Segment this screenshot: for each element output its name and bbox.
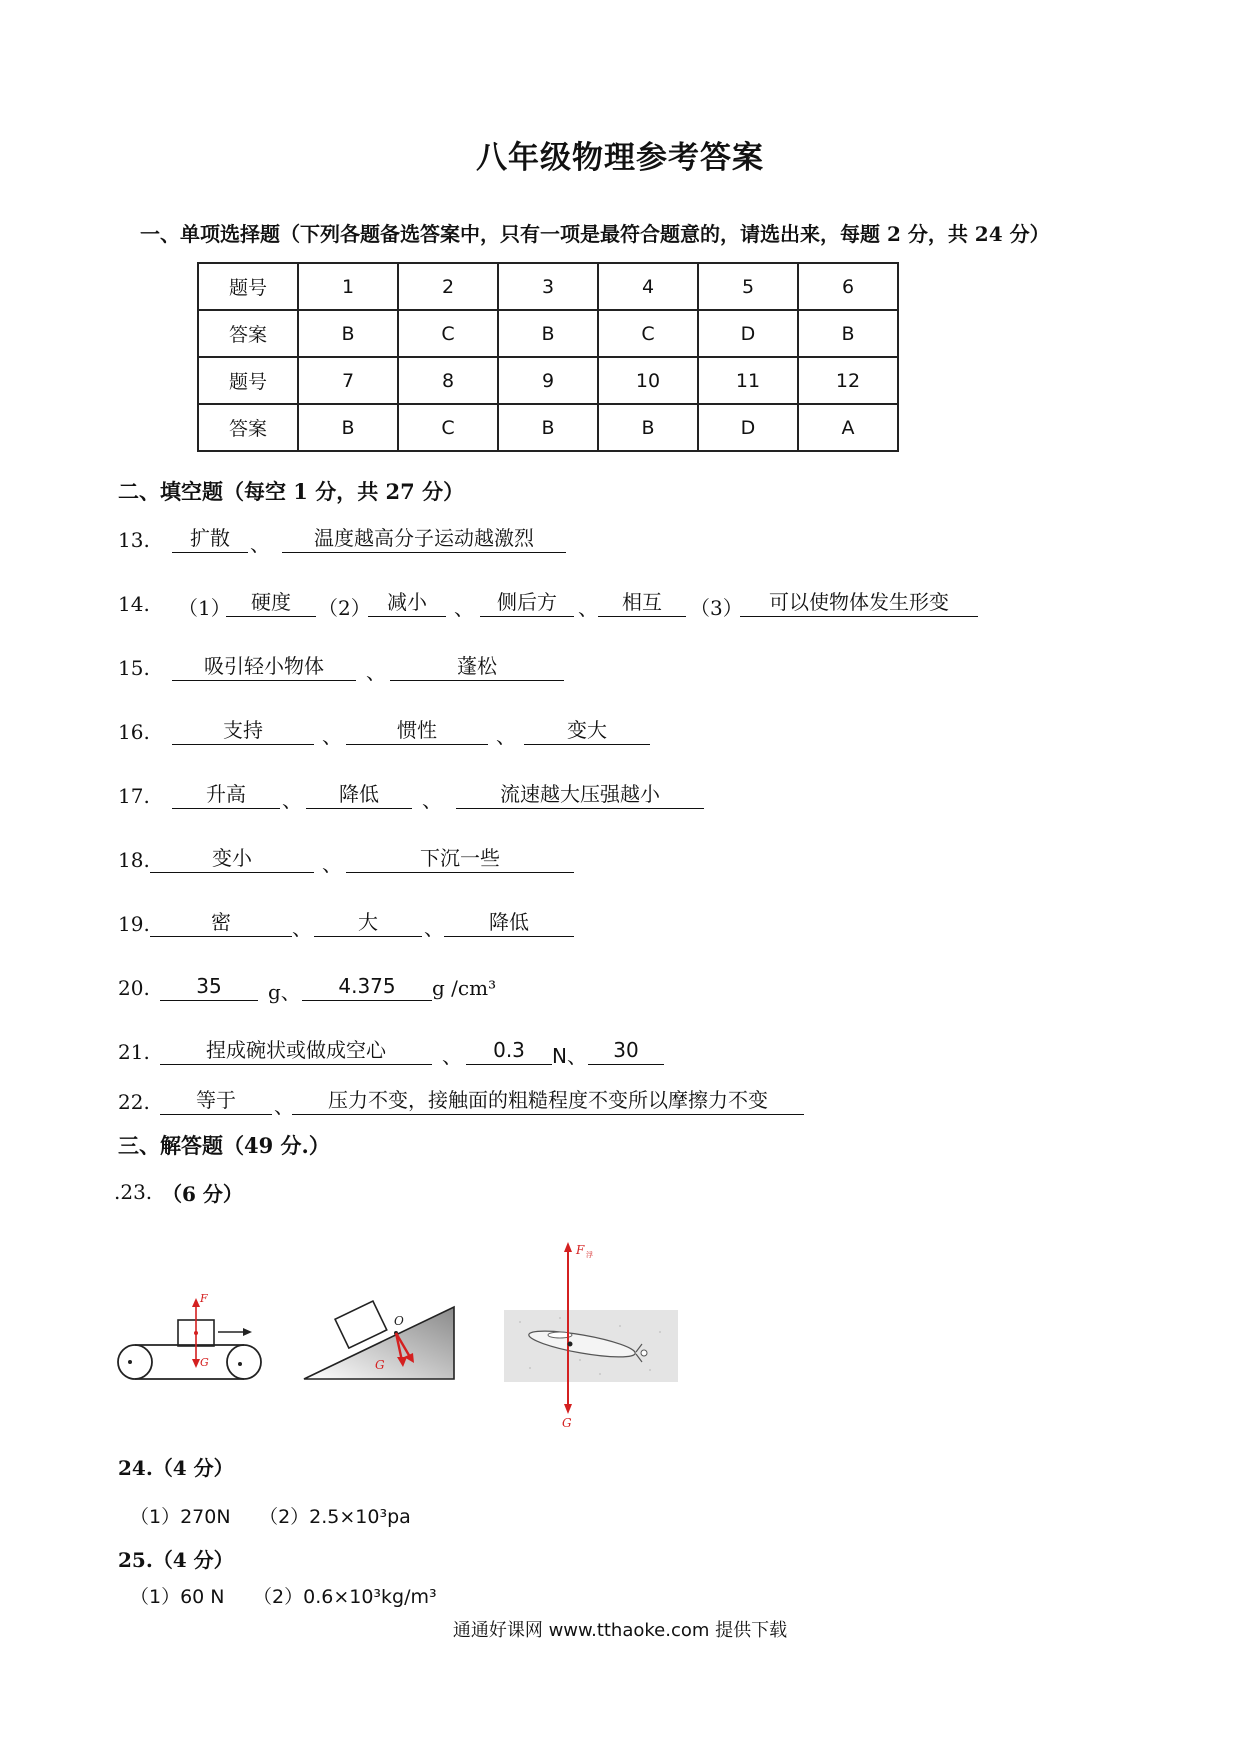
separator: 、 xyxy=(366,660,386,684)
table-cell: 8 xyxy=(398,357,498,404)
table-cell: B xyxy=(498,404,598,451)
incline-figure xyxy=(300,1285,460,1385)
table-cell: B xyxy=(798,310,898,357)
table-row xyxy=(198,404,898,451)
answer-blank: 吸引轻小物体 xyxy=(172,654,356,681)
table-cell: B xyxy=(298,404,398,451)
question-number: 15. xyxy=(118,656,150,680)
question-24-heading: 24.（4 分） xyxy=(118,1456,234,1480)
separator: 、 xyxy=(250,532,270,556)
table-cell: 12 xyxy=(798,357,898,404)
separator: 、 xyxy=(274,1094,294,1118)
force-label-f: F xyxy=(576,1243,585,1257)
answer-blank: 下沉一些 xyxy=(346,846,574,873)
question-number: .23. xyxy=(114,1180,153,1204)
answer-blank: 可以使物体发生形变 xyxy=(740,590,978,617)
question-number: 19. xyxy=(118,912,150,936)
unit-label: N、 xyxy=(552,1044,587,1068)
pulley-left xyxy=(118,1345,152,1379)
part-label: （1） xyxy=(178,596,231,620)
table-cell: C xyxy=(598,310,698,357)
answer-blank: 相互 xyxy=(598,590,686,617)
section-1-heading: 一、单项选择题（下列各题备选答案中，只有一项是最符合题意的，请选出来，每题 2 分，共 24 分） xyxy=(140,222,1050,246)
answer-blank: 变大 xyxy=(524,718,650,745)
separator: 、 xyxy=(422,788,442,812)
question-25-answer: （1）60 N （2）0.6×10³kg/m³ xyxy=(130,1586,437,1608)
table-cell: 4 xyxy=(598,263,698,310)
force-label-g: G xyxy=(562,1416,572,1430)
question-number: 21. xyxy=(118,1040,150,1064)
section-2-heading: 二、填空题（每空 1 分，共 27 分） xyxy=(118,479,465,504)
table-cell: 7 xyxy=(298,357,398,404)
question-number: 14. xyxy=(118,592,150,616)
question-24-answer: （1）270N （2）2.5×10³pa xyxy=(130,1506,411,1528)
question-score: （6 分） xyxy=(162,1182,243,1206)
answer-blank: 大 xyxy=(314,910,422,937)
answer-blank: 升高 xyxy=(172,782,280,809)
page-title: 八年级物理参考答案 xyxy=(476,140,764,176)
table-cell: 5 xyxy=(698,263,798,310)
answer-blank: 0.3 xyxy=(466,1038,552,1065)
table-cell: 3 xyxy=(498,263,598,310)
question-number: 20. xyxy=(118,976,150,1000)
section-3-heading: 三、解答题（49 分.） xyxy=(118,1133,330,1158)
table-cell: B xyxy=(498,310,598,357)
separator: 、 xyxy=(424,916,444,940)
block-shape xyxy=(335,1301,387,1348)
answer-blank: 扩散 xyxy=(172,526,248,553)
answer-table xyxy=(197,262,899,452)
separator: 、 xyxy=(578,596,598,620)
table-cell: C xyxy=(398,310,498,357)
table-cell: 1 xyxy=(298,263,398,310)
answer-blank: 温度越高分子运动越激烈 xyxy=(282,526,566,553)
separator: 、 xyxy=(322,852,342,876)
conveyor-belt-figure xyxy=(112,1280,272,1390)
separator: 、 xyxy=(292,916,312,940)
separator: 、 xyxy=(322,724,342,748)
separator: 、 xyxy=(442,1044,462,1068)
table-cell: 6 xyxy=(798,263,898,310)
table-row-label: 答案 xyxy=(198,310,298,357)
question-number: 16. xyxy=(118,720,150,744)
table-cell: B xyxy=(298,310,398,357)
motion-arrow xyxy=(243,1328,252,1336)
table-cell: 9 xyxy=(498,357,598,404)
point-label-o: O xyxy=(394,1314,404,1328)
unit-label: g /cm³ xyxy=(432,976,497,1000)
question-number: 22. xyxy=(118,1090,150,1114)
answer-blank: 密 xyxy=(150,910,292,937)
answer-blank: 惯性 xyxy=(346,718,488,745)
table-row-label: 题号 xyxy=(198,357,298,404)
answer-blank: 蓬松 xyxy=(390,654,564,681)
separator: 、 xyxy=(496,724,516,748)
table-row xyxy=(198,357,898,404)
pulley-right xyxy=(227,1345,261,1379)
table-row xyxy=(198,263,898,310)
force-label-f: F xyxy=(200,1292,208,1305)
answer-blank: 降低 xyxy=(306,782,412,809)
table-cell: B xyxy=(598,404,698,451)
answer-blank: 等于 xyxy=(160,1088,272,1115)
answer-blank: 侧后方 xyxy=(480,590,574,617)
table-cell: D xyxy=(698,310,798,357)
table-cell: 10 xyxy=(598,357,698,404)
table-cell: D xyxy=(698,404,798,451)
submarine-figure xyxy=(500,1240,690,1430)
answer-blank: 减小 xyxy=(368,590,446,617)
table-cell: 11 xyxy=(698,357,798,404)
answer-blank: 捏成碗状或做成空心 xyxy=(160,1038,432,1065)
table-cell: A xyxy=(798,404,898,451)
answer-blank: 支持 xyxy=(172,718,314,745)
answer-blank: 30 xyxy=(588,1038,664,1065)
table-row xyxy=(198,310,898,357)
question-number: 13. xyxy=(118,528,150,552)
separator: 、 xyxy=(454,596,474,620)
force-label-subscript: 浮 xyxy=(586,1251,593,1259)
question-25-heading: 25.（4 分） xyxy=(118,1548,234,1572)
part-label: （3） xyxy=(690,596,743,620)
answer-blank: 4.375 xyxy=(302,974,432,1001)
footer-text: 通通好课网 www.tthaoke.com 提供下载 xyxy=(452,1620,788,1641)
answer-blank: 流速越大压强越小 xyxy=(456,782,704,809)
answer-blank: 变小 xyxy=(150,846,314,873)
table-row-label: 答案 xyxy=(198,404,298,451)
question-number: 18. xyxy=(118,848,150,872)
answer-blank: 硬度 xyxy=(226,590,316,617)
unit-label: g、 xyxy=(268,980,301,1004)
question-number: 17. xyxy=(118,784,150,808)
answer-blank: 35 xyxy=(160,974,258,1001)
answer-blank: 降低 xyxy=(444,910,574,937)
force-label-g: G xyxy=(200,1356,209,1369)
table-cell: 2 xyxy=(398,263,498,310)
answer-blank: 压力不变，接触面的粗糙程度不变所以摩擦力不变 xyxy=(292,1088,804,1115)
table-row-label: 题号 xyxy=(198,263,298,310)
table-cell: C xyxy=(398,404,498,451)
separator: 、 xyxy=(282,788,302,812)
part-label: （2） xyxy=(318,596,371,620)
force-label-g: G xyxy=(375,1358,385,1372)
